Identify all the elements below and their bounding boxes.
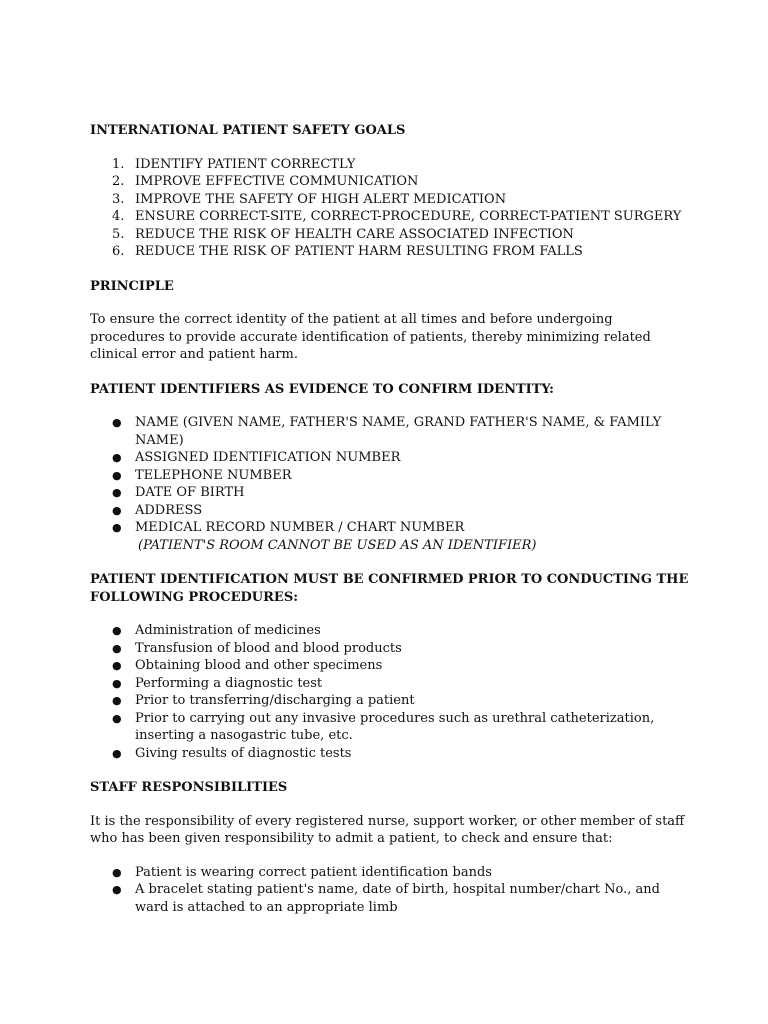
staff-heading: STAFF RESPONSIBILITIES <box>90 780 288 795</box>
bullet-icon: ● <box>112 416 122 429</box>
bullet-icon: ● <box>112 521 122 534</box>
goal-number: 6. <box>112 244 125 259</box>
bullet-icon: ● <box>112 468 122 482</box>
procedure-item <box>90 745 690 763</box>
goal-number: 1. <box>112 156 125 172</box>
identifier-text: ASSIGNED IDENTIFICATION NUMBER <box>135 450 401 465</box>
goal-item <box>90 191 690 209</box>
procedure-item <box>90 622 690 640</box>
identifier-item <box>90 414 690 449</box>
identifier-item <box>90 502 690 520</box>
document-page <box>90 122 690 916</box>
identifier-note: (PATIENT'S ROOM CANNOT BE USED AS AN IDENTIFIER) <box>138 537 537 553</box>
goal-item <box>90 173 690 191</box>
bullet-icon: ● <box>112 624 122 637</box>
procedure-text: Performing a diagnostic test <box>135 675 323 691</box>
procedure-text: Administration of medicines <box>135 623 321 638</box>
goal-text: IMPROVE EFFECTIVE COMMUNICATION <box>135 174 419 189</box>
procedures-list <box>90 622 690 762</box>
procedure-text: Obtaining blood and other specimens <box>135 658 383 673</box>
goal-item <box>90 156 690 174</box>
bullet-icon: ● <box>112 883 122 896</box>
identifier-item <box>90 519 690 537</box>
staff-text: It is the responsibility of every registered nurse, support worker, or other member of staff who has been given responsibility to admit a patient, to check and ensure that: <box>90 813 685 846</box>
procedure-item <box>90 710 690 745</box>
procedures-heading: PATIENT IDENTIFICATION MUST BE CONFIRMED PRIOR TO CONDUCTING THE FOLLOWING PROCEDURES: <box>90 572 689 605</box>
goal-text: REDUCE THE RISK OF PATIENT HARM RESULTING FROM FALLS <box>135 244 583 259</box>
bullet-icon: ● <box>112 694 122 707</box>
principle-heading: PRINCIPLE <box>90 278 174 294</box>
goal-number: 2. <box>112 174 125 189</box>
principle-text: To ensure the correct identity of the patient at all times and before undergoing procedures to provide accurate identification of patients, thereby minimizing related clinical error and patient harm. <box>90 312 651 362</box>
procedure-text: Giving results of diagnostic tests <box>135 745 352 761</box>
bullet-icon: ● <box>112 746 122 760</box>
goal-text: IMPROVE THE SAFETY OF HIGH ALERT MEDICATION <box>135 191 507 207</box>
staff-item-text: Patient is wearing correct patient identification bands <box>135 864 492 880</box>
goal-number: 5. <box>112 226 125 242</box>
bullet-icon: ● <box>112 486 122 499</box>
staff-item <box>90 864 690 882</box>
identifier-item <box>90 484 690 502</box>
procedure-item <box>90 692 690 710</box>
bullet-icon: ● <box>112 641 122 655</box>
identifier-text: ADDRESS <box>135 502 203 518</box>
goal-text: IDENTIFY PATIENT CORRECTLY <box>135 156 356 172</box>
bullet-icon: ● <box>112 451 122 464</box>
identifier-text: TELEPHONE NUMBER <box>135 467 292 483</box>
bullet-icon: ● <box>112 865 122 879</box>
bullet-icon: ● <box>112 503 122 517</box>
bullet-icon: ● <box>112 676 122 690</box>
identifier-item <box>90 467 690 485</box>
goal-item <box>90 243 690 261</box>
identifier-text: MEDICAL RECORD NUMBER / CHART NUMBER <box>135 520 465 535</box>
goal-number: 4. <box>112 209 125 224</box>
goals-heading: INTERNATIONAL PATIENT SAFETY GOALS <box>90 123 406 138</box>
staff-item-text: A bracelet stating patient's name, date of birth, hospital number/chart No., and ward is attached to an appropriate limb <box>135 882 660 915</box>
goal-item <box>90 208 690 226</box>
identifier-text: DATE OF BIRTH <box>135 485 245 500</box>
staff-item <box>90 881 690 916</box>
goals-list <box>90 156 690 261</box>
procedure-text: Prior to transferring/discharging a patient <box>135 693 415 708</box>
goal-number: 3. <box>112 191 125 207</box>
identifier-item <box>90 449 690 467</box>
procedure-item <box>90 657 690 675</box>
goal-text: ENSURE CORRECT-SITE, CORRECT-PROCEDURE, CORRECT-PATIENT SURGERY <box>135 209 682 224</box>
identifiers-list <box>90 414 690 537</box>
staff-list <box>90 864 690 917</box>
procedure-item <box>90 675 690 693</box>
procedure-text: Prior to carrying out any invasive procedures such as urethral catheterization, inserting a nasogastric tube, etc. <box>135 710 655 743</box>
procedure-text: Transfusion of blood and blood products <box>135 640 402 656</box>
identifiers-heading: PATIENT IDENTIFIERS AS EVIDENCE TO CONFIRM IDENTITY: <box>90 381 554 397</box>
bullet-icon: ● <box>112 659 122 672</box>
bullet-icon: ● <box>112 711 122 725</box>
identifier-text: NAME (GIVEN NAME, FATHER'S NAME, GRAND FATHER'S NAME, & FAMILY NAME) <box>135 415 662 448</box>
goal-text: REDUCE THE RISK OF HEALTH CARE ASSOCIATED INFECTION <box>135 226 574 242</box>
goal-item <box>90 226 690 244</box>
procedure-item <box>90 640 690 658</box>
